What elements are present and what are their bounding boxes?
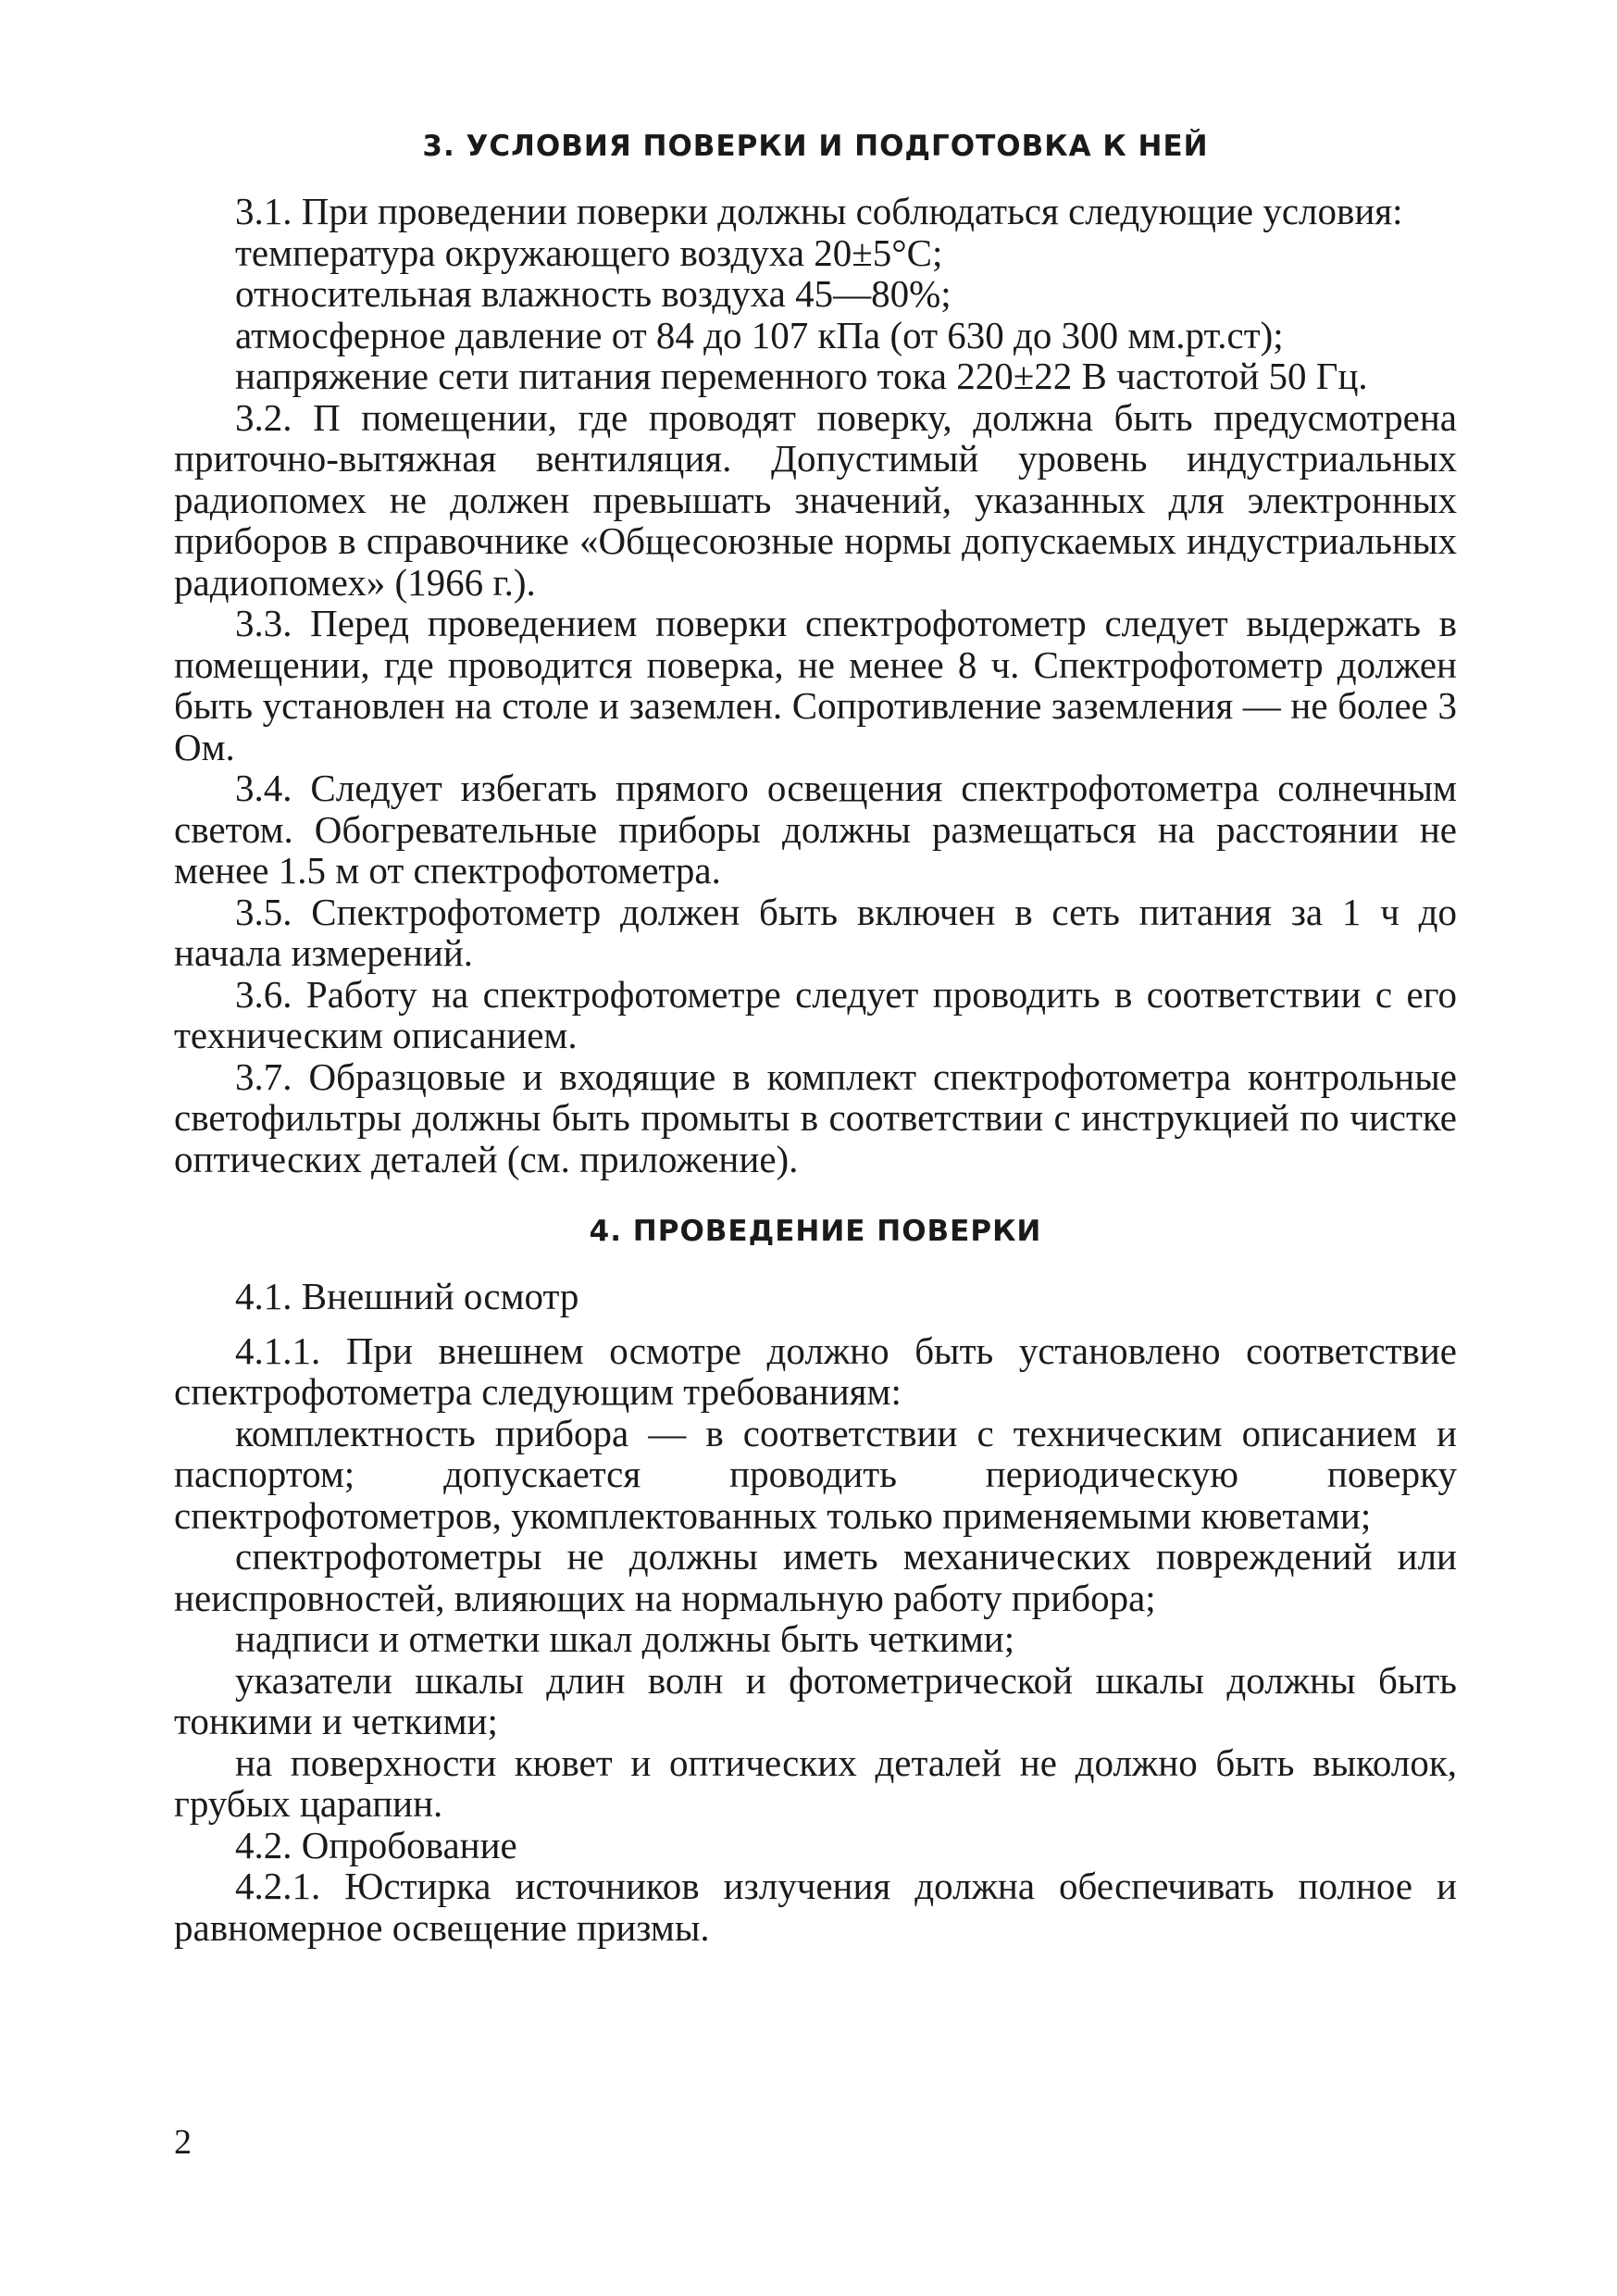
paragraph-3-5: 3.5. Спектрофотометр должен быть включен в сеть питания за 1 ч до начала измерений. (174, 890, 1457, 974)
requirement-pointers: указатели шкалы длин волн и фотометрической шкалы должны быть тонкими и четкими; (174, 1658, 1457, 1742)
requirement-surface: на поверхности кювет и оптических деталей не должно быть выколок, грубых царапин. (174, 1741, 1457, 1825)
paragraph-4-1-1: 4.1.1. При внешнем осмотре должно быть установлено соответствие спектрофотометра следующим требованиям: (174, 1329, 1457, 1413)
paragraph-3-3: 3.3. Перед проведением поверки спектрофотометр следует выдержать в помещении, где проводится поверка, не менее 8 ч. Спектрофотометр должен быть установлен на столе и заземлен. Сопротивление заземления — не более 3 Ом. (174, 602, 1457, 768)
section-4-heading: 4. ПРОВЕДЕНИЕ ПОВЕРКИ (589, 1215, 1042, 1248)
requirement-no-damage: спектрофотометры не должны иметь механических повреждений или неиспровностей, влияющих на нормальную работу прибора; (174, 1535, 1457, 1619)
paragraph-3-2: 3.2. П помещении, где проводят поверку, должна быть предусмотрена приточно-вытяжная вентиляция. Допустимый уровень индустриальных радиопомех не должен превышать значений, указанных для электронных приборов в справочнике «Общесоюзные нормы допускаемых индустриальных радиопомех» (1966 г.). (174, 395, 1457, 604)
condition-voltage: напряжение сети питания переменного тока 220±22 В частотой 50 Гц. (235, 355, 1368, 397)
paragraph-4-2-1: 4.2.1. Юстирка источников излучения должна обеспечивать полное и равномерное освещение призмы. (174, 1865, 1457, 1949)
paragraph-4-1: 4.1. Внешний осмотр (235, 1275, 579, 1317)
condition-humidity: относительная влажность воздуха 45—80%; (235, 272, 952, 315)
paragraph-3-1: 3.1. При проведении поверки должны соблюдаться следующие условия: (235, 190, 1403, 232)
paragraph-3-6: 3.6. Работу на спектрофотометре следует проводить в соответствии с его техническим описанием. (174, 972, 1457, 1056)
paragraph-4-2: 4.2. Опробование (235, 1823, 517, 1866)
requirement-scale-marks: надписи и отметки шкал должны быть четкими; (235, 1617, 1015, 1660)
page-number: 2 (174, 2123, 192, 2162)
section-3-heading: 3. УСЛОВИЯ ПОВЕРКИ И ПОДГОТОВКА К НЕЙ (422, 130, 1209, 163)
paragraph-3-7: 3.7. Образцовые и входящие в комплект спектрофотометра контрольные светофильтры должны быть промыты в соответствии с инструкцией по чистке оптических деталей (см. приложение). (174, 1054, 1457, 1180)
requirement-completeness: комплектность прибора — в соответствии с техническим описанием и паспортом; допускается проводить периодическую поверку спектрофотометров, укомплектованных только применяемыми кюветами; (174, 1411, 1457, 1537)
condition-temperature: температура окружающего воздуха 20±5°С; (235, 231, 943, 274)
paragraph-3-4: 3.4. Следует избегать прямого освещения спектрофотометра солнечным светом. Обогревательные приборы должны размещаться на расстоянии не менее 1.5 м от спектрофотометра. (174, 767, 1457, 892)
condition-pressure: атмосферное давление от 84 до 107 кПа (от 630 до 300 мм.рт.ст); (235, 313, 1284, 356)
document-page (174, 130, 1457, 1948)
